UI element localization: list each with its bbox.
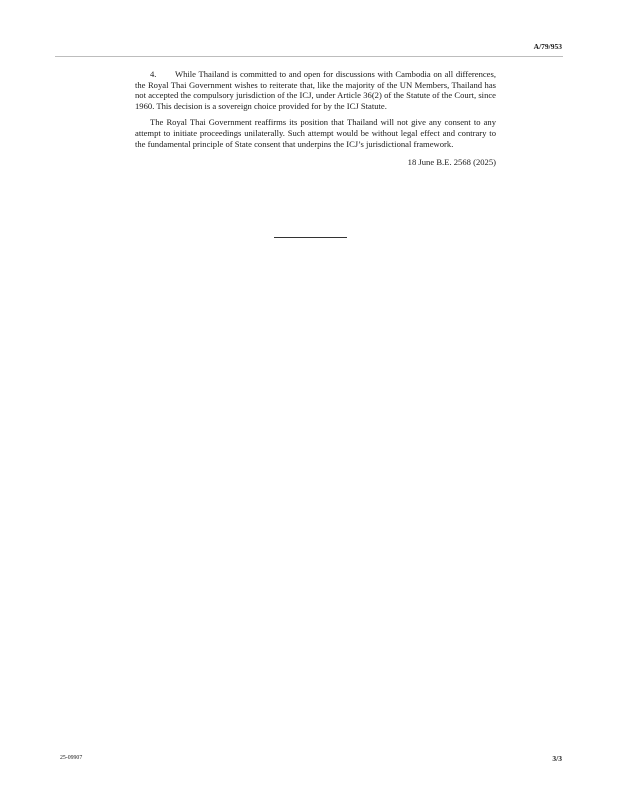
date-line: 18 June B.E. 2568 (2025)	[407, 157, 496, 168]
paragraph-4-text: While Thailand is committed to and open for discussions with Cambodia on all differences, the Royal Thai Government wishes to reiterate that, like the majority of the UN Members, Thailand has not accepted the compulsory jurisdiction of the ICJ, under Article 36(2) of the Statute of the Court, since 1960. This decision is a sovereign choice provided for by the ICJ Statute.	[135, 69, 496, 111]
paragraph-reaffirmation-text: The Royal Thai Government reaffirms its position that Thailand will not give any consent to any attempt to initiate proceedings unilaterally. Such attempt would be without legal effect and contrary to the fundamental principle of State consent that underpins the ICJ’s jurisdictional framework.	[135, 117, 496, 149]
document-symbol: A/79/953	[533, 42, 562, 51]
paragraph-number: 4.	[150, 69, 157, 79]
footer-page-number: 3/3	[552, 754, 562, 763]
document-body	[135, 69, 496, 168]
paragraph-4	[135, 69, 496, 111]
header-divider	[55, 56, 563, 57]
end-of-document-rule	[274, 237, 347, 238]
paragraph-reaffirmation	[135, 117, 496, 149]
footer-document-code: 25-09907	[60, 755, 83, 761]
